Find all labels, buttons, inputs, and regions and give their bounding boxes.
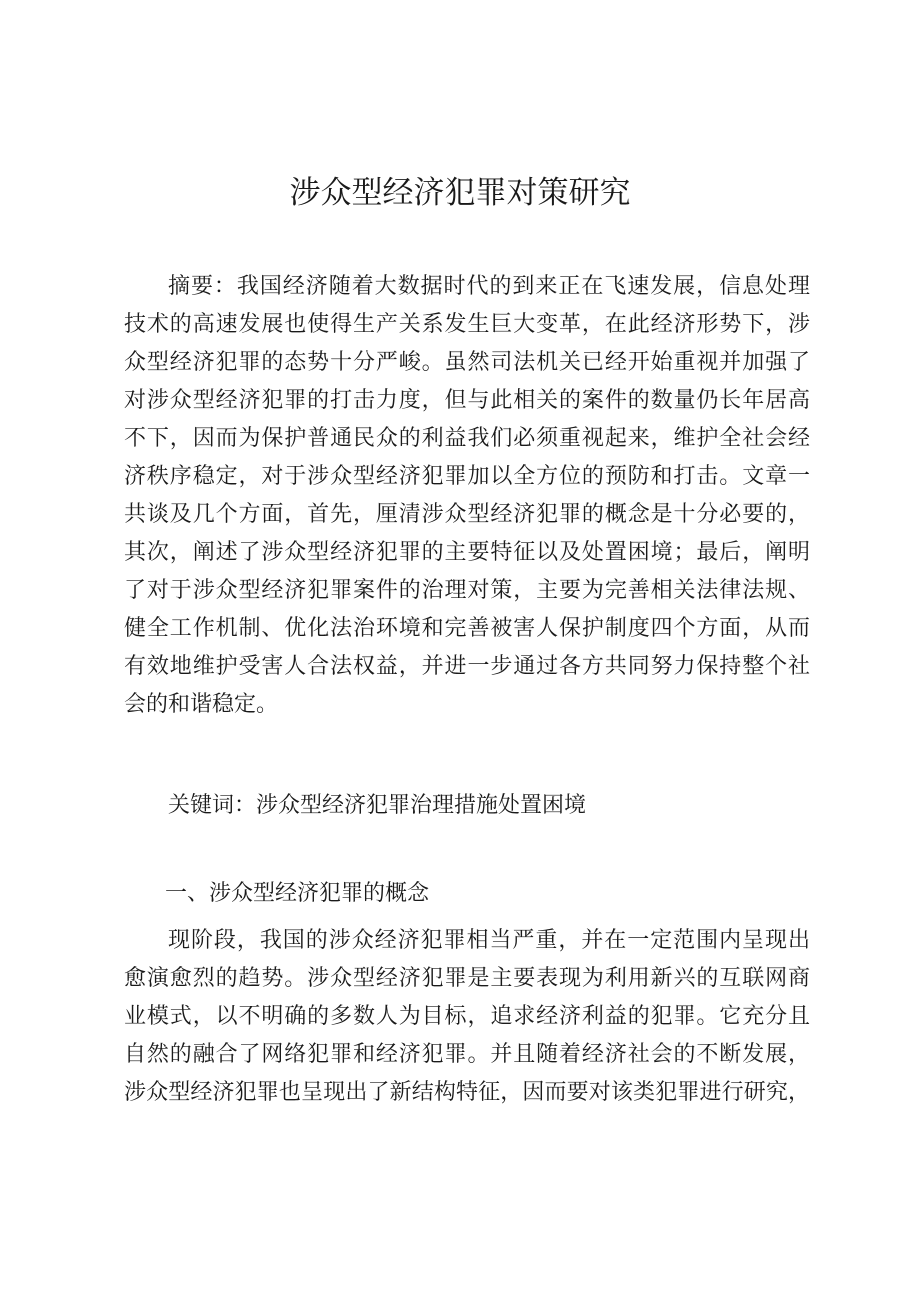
abstract-line: 对涉众型经济犯罪的打击力度，但与此相关的案件的数量仍长年居高 <box>124 388 810 413</box>
abstract-line: 摘要：我国经济随着大数据时代的到来正在飞速发展，信息处理 <box>168 274 810 299</box>
abstract-line: 众型经济犯罪的态势十分严峻。虽然司法机关已经开始重视并加强了 <box>124 350 810 375</box>
section-line: 现阶段，我国的涉众经济犯罪相当严重，并在一定范围内呈现出 <box>168 928 810 953</box>
section-line: 自然的融合了网络犯罪和经济犯罪。并且随着经济社会的不断发展， <box>124 1042 810 1067</box>
section-line: 愈演愈烈的趋势。涉众型经济犯罪是主要表现为利用新兴的互联网商 <box>124 966 810 991</box>
abstract-line: 了对于涉众型经济犯罪案件的治理对策，主要为完善相关法律法规、 <box>124 578 810 603</box>
document-title: 涉众型经济犯罪对策研究 <box>289 175 631 211</box>
keywords-line: 关键词：涉众型经济犯罪治理措施处置困境 <box>168 793 587 818</box>
abstract-line: 健全工作机制、优化法治环境和完善被害人保护制度四个方面，从而 <box>124 616 810 641</box>
section-line: 业模式，以不明确的多数人为目标，追求经济利益的犯罪。它充分且 <box>124 1004 810 1029</box>
abstract-line: 济秩序稳定，对于涉众型经济犯罪加以全方位的预防和打击。文章一 <box>124 464 810 489</box>
section-line: 涉众型经济犯罪也呈现出了新结构特征，因而要对该类犯罪进行研究， <box>124 1080 810 1105</box>
abstract-line: 技术的高速发展也使得生产关系发生巨大变革，在此经济形势下，涉 <box>124 312 810 337</box>
abstract-line: 其次，阐述了涉众型经济犯罪的主要特征以及处置困境；最后，阐明 <box>124 540 810 565</box>
abstract-line: 不下，因而为保护普通民众的利益我们必须重视起来，维护全社会经 <box>124 426 810 451</box>
abstract-paragraph <box>124 268 810 724</box>
abstract-line: 有效地维护受害人合法权益，并进一步通过各方共同努力保持整个社 <box>124 654 810 679</box>
abstract-line: 会的和谐稳定。 <box>124 692 279 717</box>
section-heading: 一、涉众型经济犯罪的概念 <box>165 881 430 906</box>
abstract-line: 共谈及几个方面，首先，厘清涉众型经济犯罪的概念是十分必要的， <box>124 502 810 527</box>
keywords-paragraph <box>124 787 810 825</box>
section-paragraph <box>124 922 810 1112</box>
